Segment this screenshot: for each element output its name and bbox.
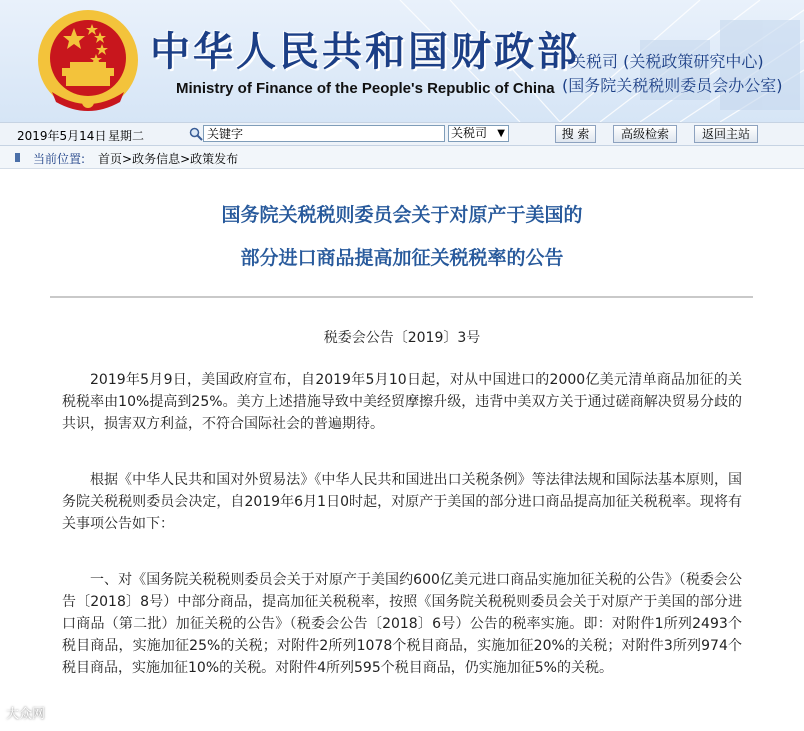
search-button[interactable]: 搜 索	[555, 125, 596, 143]
article-paragraph-1: 2019年5月9日，美国政府宣布，自2019年5月10日起，对从中国进口的2000亿美元清单商品加征的关税税率由10%提高到25%。美方上述措施导致中美经贸摩擦升级，违背中美双方关于通过磋商解决贸易分歧的共识，损害双方利益，不符合国际社会的普遍期待。	[62, 372, 742, 432]
site-title: 中华人民共和国财政部	[150, 28, 580, 75]
department-select[interactable]	[448, 125, 509, 142]
site-subtitle: Ministry of Finance of the People's Republic of China	[176, 80, 555, 97]
site-header	[0, 0, 804, 122]
department-select-value: 关税司	[451, 126, 488, 140]
watermark: 大众网	[6, 707, 46, 722]
breadcrumb-path	[98, 150, 238, 167]
search-icon	[189, 127, 203, 141]
article-paragraph-2: 根据《中华人民共和国对外贸易法》《中华人民共和国进出口关税条例》等法律法规和国际法基本原则，国务院关税税则委员会决定，自2019年6月1日0时起，对原产于美国的部分进口商品提高加征关税税率。现将有关事项公告如下：	[62, 472, 742, 532]
department-name: 关税司 (关税政策研究中心)	[570, 52, 764, 71]
national-emblem-icon	[32, 6, 144, 118]
current-weekday: 星期二	[108, 129, 145, 143]
breadcrumb-separator: >	[180, 152, 191, 166]
breadcrumb-policy[interactable]: 政策发布	[190, 152, 239, 166]
article-paragraph-3: 一、对《国务院关税税则委员会关于对原产于美国约600亿美元进口商品实施加征关税的公告》（税委会公告〔2018〕8号）中部分商品，提高加征关税税率，按照《国务院关税税则委员会关于对原产于美国的部分进口商品（第二批）加征关税的公告》（税委会公告〔2018〕6号）公告的税率实施。即：对附件1所列2493个税目商品，实施加征25%的关税；对附件2所列1078个税目商品，实施加征20%的关税；对附件3所列974个税目商品，实施加征10%的关税。对附件4所列595个税目商品，仍实施加征5%的关税。	[62, 572, 742, 676]
location-marker-icon	[15, 153, 20, 162]
document-number: 税委会公告〔2019〕3号	[323, 330, 481, 346]
advanced-search-button[interactable]: 高级检索	[613, 125, 677, 143]
breadcrumb-label: 当前位置:	[33, 152, 86, 166]
department-office: (国务院关税税则委员会办公室)	[562, 76, 783, 95]
title-divider	[50, 296, 753, 298]
breadcrumb-govinfo[interactable]: 政务信息	[132, 152, 181, 166]
breadcrumb-separator: >	[122, 152, 133, 166]
chevron-down-icon: ▼	[497, 128, 505, 139]
search-input[interactable]	[203, 125, 445, 142]
breadcrumb-home[interactable]: 首页	[98, 152, 123, 166]
breadcrumb	[0, 146, 804, 169]
return-home-button[interactable]: 返回主站	[694, 125, 758, 143]
article-title-line2: 部分进口商品提高加征关税税率的公告	[240, 247, 564, 269]
toolbar	[0, 122, 804, 146]
article-title-line1: 国务院关税税则委员会关于对原产于美国的	[221, 204, 583, 226]
current-date: 2019年5月14日	[17, 129, 107, 143]
